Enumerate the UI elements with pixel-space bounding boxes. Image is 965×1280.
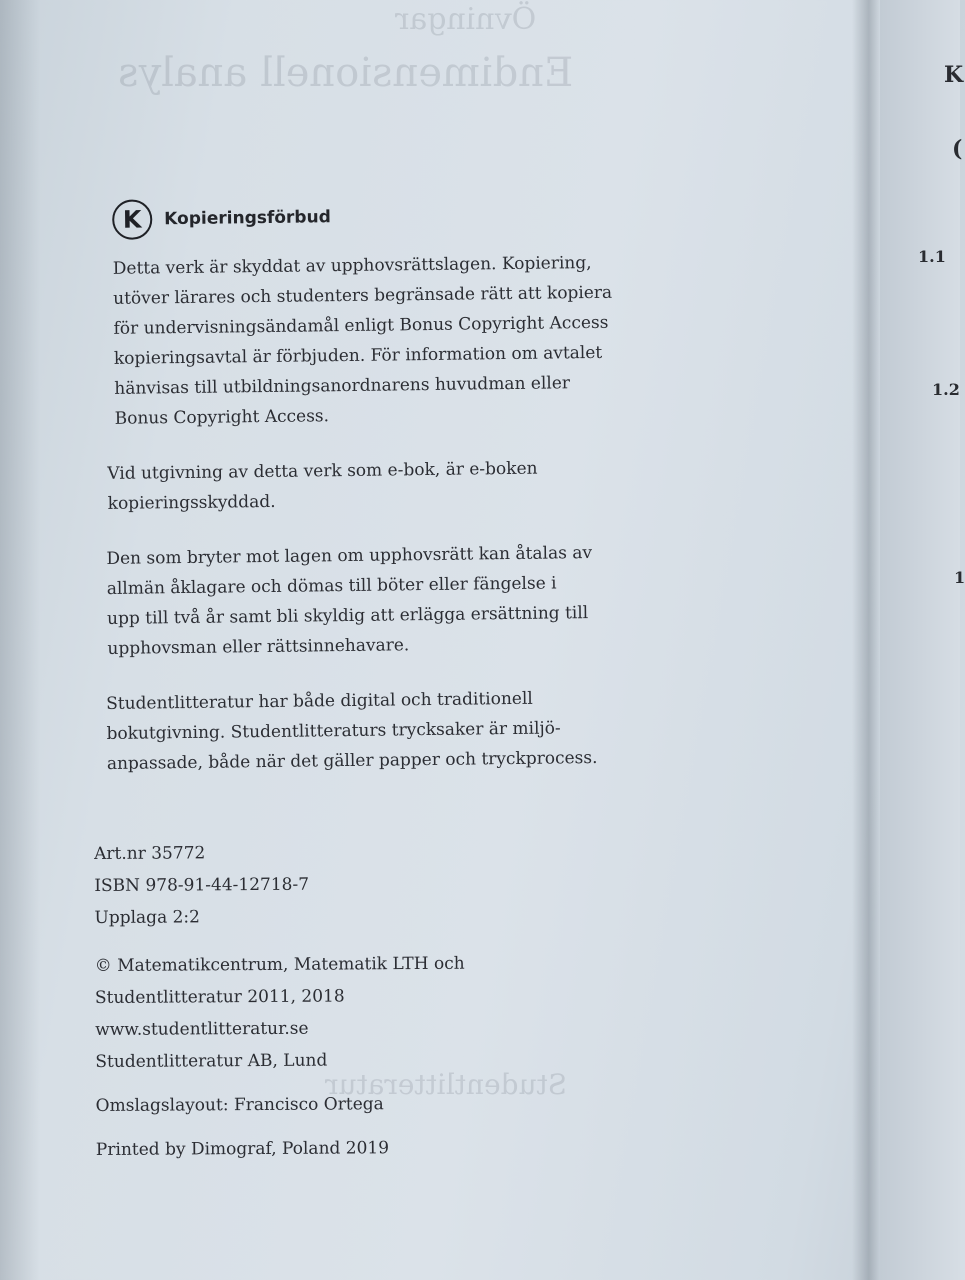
notice-header	[112, 194, 620, 240]
k-circle-icon: K	[112, 199, 152, 239]
text-line: upphovsman eller rättsinnehavare.	[107, 635, 410, 659]
text-line: Studentlitteratur har både digital och traditionell	[106, 688, 533, 714]
text-line: Vid utgivning av detta verk som e-bok, är e-boken	[107, 458, 538, 484]
cover-layout-credit: Omslagslayout: Francisco Ortega	[95, 1094, 384, 1116]
bleed-through-logo-text: Studentlitteratur	[325, 1068, 567, 1101]
article-number: Art.nr 35772	[94, 843, 206, 864]
edition: Upplaga 2:2	[94, 907, 201, 928]
notice-title: Kopieringsförbud	[164, 207, 331, 230]
text-line: allmän åklagare och dömas till böter eller fängelse i	[106, 573, 557, 599]
facing-page-subheading: (	[952, 136, 963, 162]
publisher-name: Studentlitteratur AB, Lund	[95, 1050, 328, 1072]
facing-page-edge	[880, 0, 963, 1280]
text-line: utöver lärares och studenters begränsade rätt att kopiera	[113, 282, 613, 309]
page-shadow	[0, 0, 40, 1280]
text-line: Detta verk är skyddat av upphovsrättslagen. Kopiering,	[112, 252, 592, 279]
copyright-holders: © Matematikcentrum, Matematik LTH och	[94, 953, 465, 976]
paragraph-environment	[106, 683, 627, 779]
text-line: Bonus Copyright Access.	[114, 406, 330, 429]
facing-page-section-number: 1.2	[932, 380, 960, 399]
paragraph-ebook	[107, 453, 624, 519]
text-line: kopieringsavtal är förbjuden. För information om avtalet	[113, 342, 603, 369]
publication-info	[94, 835, 616, 1166]
isbn: ISBN 978-91-44-12718-7	[94, 874, 310, 896]
bleed-through-text: Övningar	[395, 2, 537, 37]
copyright-years: Studentlitteratur 2011, 2018	[94, 986, 345, 1008]
copyright-notice	[100, 194, 627, 779]
facing-page-section-number: 1	[954, 568, 965, 587]
bleed-through-title: Endimensionell analys	[118, 50, 574, 96]
text-line: anpassade, både när det gäller papper och tryckprocess.	[106, 747, 598, 774]
text-line: Den som bryter mot lagen om upphovsrätt kan åtalas av	[106, 543, 593, 569]
book-gutter	[852, 0, 880, 1280]
facing-page-heading: K	[944, 62, 964, 88]
text-line: bokutgivning. Studentlitteraturs trycksaker är miljö-	[106, 718, 561, 744]
text-line: kopieringsskyddad.	[107, 491, 276, 514]
printer-credit: Printed by Dimograf, Poland 2019	[95, 1138, 390, 1160]
text-line: hänvisas till utbildningsanordnarens huvudman eller	[114, 373, 571, 399]
text-line: upp till två år samt bli skyldig att erlägga ersättning till	[106, 603, 589, 629]
facing-page-section-number: 1.1	[918, 247, 946, 266]
paragraph-copyright-law	[113, 248, 623, 434]
publisher-website: www.studentlitteratur.se	[95, 1018, 309, 1040]
text-line: för undervisningsändamål enligt Bonus Copyright Access	[113, 312, 609, 339]
paragraph-penalty	[106, 538, 625, 664]
